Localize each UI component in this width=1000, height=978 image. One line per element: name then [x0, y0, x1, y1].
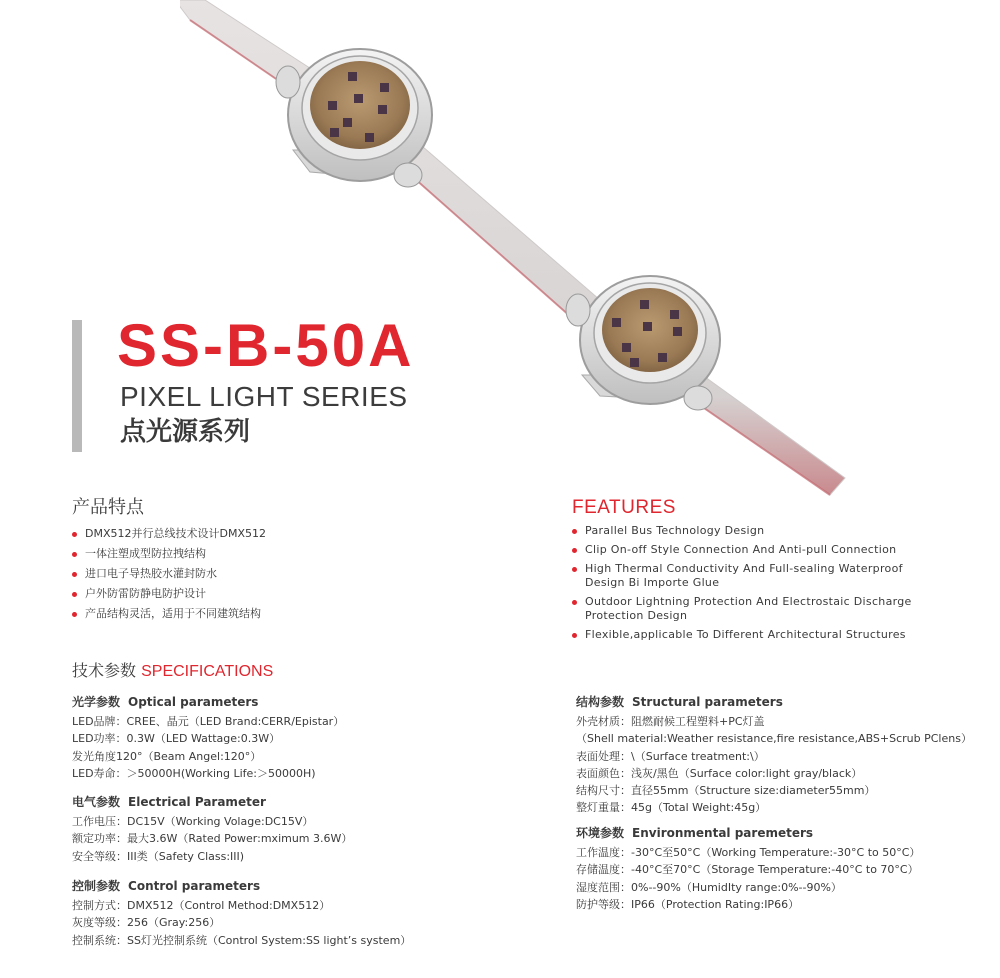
features-heading-en: FEATURES	[572, 497, 676, 518]
list-item: Parallel Bus Technology Design	[572, 524, 932, 538]
list-item: 户外防雷防静电防护设计	[72, 587, 492, 601]
spec-line: （Shell material:Weather resistance,fire resistance,ABS+Scrub PClens）	[576, 732, 972, 746]
group-heading: 环境参数 Environmental paremeters	[576, 826, 814, 840]
spec-line: 安全等级：III类（Safety Class:III)	[72, 849, 245, 863]
bullet-dot-icon	[572, 548, 577, 553]
list-item: Clip On-off Style Connection And Anti-pull Connection	[572, 543, 932, 557]
spec-line: LED寿命：＞50000H(Working Life:＞50000H)	[72, 766, 316, 780]
bullet-dot-icon	[72, 592, 77, 597]
group-heading: 结构参数 Structural parameters	[576, 695, 783, 709]
spec-line: 表面颜色：浅灰/黑色（Surface color:light gray/black）	[576, 766, 863, 780]
series-title-en: PIXEL LIGHT SERIES	[120, 381, 408, 412]
bullet-dot-icon	[572, 529, 577, 534]
bullet-dot-icon	[72, 552, 77, 557]
model-title: SS-B-50A	[117, 312, 415, 379]
optical-params	[72, 693, 344, 782]
spec-line: 灰度等级：256（Gray:256）	[72, 916, 221, 930]
title-accent-bar	[72, 320, 82, 452]
spec-line: 存储温度：-40°C至70°C（Storage Temperature:-40°C to 70°C）	[576, 863, 919, 877]
spec-line: LED品牌：CREE、晶元（LED Brand:CERR/Epistar）	[72, 715, 345, 728]
list-item: Outdoor Lightning Protection And Electrostaic Discharge Protection Design	[572, 595, 932, 623]
list-item: Flexible,applicable To Different Architectural Structures	[572, 628, 932, 642]
list-item: 进口电子导热胶水灌封防水	[72, 567, 492, 581]
spec-line: 整灯重量：45g（Total Weight:45g）	[576, 801, 767, 815]
bullet-dot-icon	[572, 600, 577, 605]
bullet-dot-icon	[572, 633, 577, 638]
features-list-en	[572, 524, 932, 647]
spec-line: 表面处理：\（Surface treatment:\）	[576, 749, 765, 763]
spec-line: 控制系统：SS灯光控制系统（Control System:SS light’s system）	[72, 933, 412, 947]
bullet-dot-icon	[572, 567, 577, 572]
spec-line: 工作电压：DC15V（Working Volage:DC15V）	[72, 815, 314, 828]
group-heading: 控制参数 Control parameters	[72, 879, 261, 893]
list-item: 一体注塑成型防拉拽结构	[72, 547, 492, 561]
electrical-params	[72, 793, 352, 865]
series-title-cn: 点光源系列	[120, 417, 251, 447]
spec-line: 结构尺寸：直径55mm（Structure size:diameter55mm）	[576, 784, 876, 798]
spec-line: 控制方式：DMX512（Control Method:DMX512）	[72, 899, 331, 912]
product-image	[180, 0, 850, 500]
spec-line: 工作温度：-30°C至50°C（Working Temperature:-30°C to 50°C）	[576, 846, 921, 859]
bullet-dot-icon	[72, 572, 77, 577]
spec-line: 防护等级：IP66（Protection Rating:IP66）	[576, 897, 800, 911]
bullet-dot-icon	[72, 532, 77, 537]
specs-heading-en: SPECIFICATIONS	[141, 663, 274, 680]
list-item: High Thermal Conductivity And Full-sealing Waterproof Design Bi Importe Glue	[572, 562, 932, 590]
features-list-cn	[72, 527, 492, 627]
structural-params	[576, 693, 972, 817]
spec-line: 湿度范围：0%--90%（HumidIty range:0%--90%）	[576, 880, 842, 894]
environmental-params	[576, 824, 920, 913]
spec-line: 发光角度120°（Beam Angel:120°）	[72, 749, 262, 763]
spec-line: LED功率：0.3W（LED Wattage:0.3W）	[72, 732, 281, 746]
specs-heading	[72, 660, 273, 683]
spec-line: 额定功率：最大3.6W（Rated Power:mximum 3.6W）	[72, 832, 353, 846]
group-heading: 电气参数 Electrical Parameter	[72, 795, 266, 809]
list-item: 产品结构灵活，适用于不同建筑结构	[72, 607, 492, 621]
features-heading-cn: 产品特点	[72, 497, 144, 518]
specs-heading-cn: 技术参数	[72, 661, 137, 680]
group-heading: 光学参数 Optical parameters	[72, 695, 259, 709]
list-item: DMX512并行总线技术设计DMX512	[72, 527, 492, 541]
control-params	[72, 877, 411, 949]
bullet-dot-icon	[72, 612, 77, 617]
spec-line: 外壳材质：阻燃耐候工程塑料+PC灯盖	[576, 715, 765, 728]
